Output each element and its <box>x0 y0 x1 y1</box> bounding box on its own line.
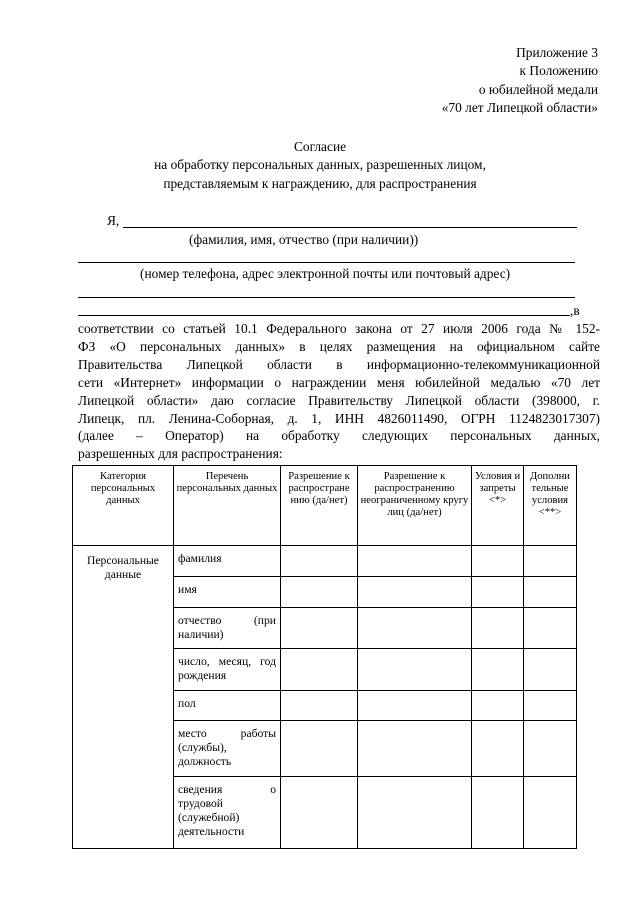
unlimited-permission-cell[interactable] <box>358 546 472 577</box>
header-permission: Разрешение к распростране нию (да/нет) <box>281 466 358 546</box>
permission-cell[interactable] <box>281 721 358 777</box>
appendix-line: о юбилейной медали <box>478 81 598 97</box>
conditions-cell[interactable] <box>472 649 524 691</box>
unlimited-permission-cell[interactable] <box>358 691 472 721</box>
item-cell: отчество (при наличии) <box>174 608 281 649</box>
item-cell: место работы (службы), должность <box>174 721 281 777</box>
item-cell: число, месяц, год рождения <box>174 649 281 691</box>
fio-continuation-line[interactable] <box>78 262 575 263</box>
i-label: Я, <box>107 213 120 228</box>
appendix-header <box>442 44 598 118</box>
category-cell: Персональные данные <box>73 546 174 849</box>
paragraph-line: Правительства Липецкой области в информационно-телекоммуникационной <box>78 356 600 372</box>
paragraph-line: ФЗ «О персональных данных» в целях размещения на официальном сайте <box>78 338 600 354</box>
paragraph-line: сети «Интернет» информации о награждении меня юбилейной медалью «70 лет <box>78 374 600 390</box>
additional-conditions-cell[interactable] <box>524 691 577 721</box>
paragraph-line: Липецкой области» даю согласие Правительству Липецкой области (398000, г. <box>78 392 600 408</box>
header-conditions: Условия и запреты <*> <box>472 466 524 546</box>
contact-fill-line[interactable] <box>78 297 575 298</box>
additional-conditions-cell[interactable] <box>524 649 577 691</box>
header-list: Перечень персональных данных <box>174 466 281 546</box>
additional-conditions-cell[interactable] <box>524 577 577 608</box>
conditions-cell[interactable] <box>472 577 524 608</box>
item-cell: пол <box>174 691 281 721</box>
table-header-row <box>73 466 577 546</box>
unlimited-permission-cell[interactable] <box>358 608 472 649</box>
permission-cell[interactable] <box>281 546 358 577</box>
header-unlimited-permission: Разрешение к распространению неограниченному кругу лиц (да/нет) <box>358 466 472 546</box>
permission-cell[interactable] <box>281 608 358 649</box>
item-cell: имя <box>174 577 281 608</box>
additional-conditions-cell[interactable] <box>524 546 577 577</box>
paragraph-line: (далее – Оператор) на обработку следующих персональных данных, <box>78 428 600 444</box>
title-line: представляемым к награждению, для распространения <box>163 175 477 191</box>
title-line: Согласие <box>293 139 347 154</box>
permission-cell[interactable] <box>281 649 358 691</box>
contact-caption: (номер телефона, адрес электронной почты или почтовый адрес) <box>140 266 511 281</box>
additional-conditions-cell[interactable] <box>524 608 577 649</box>
fio-fill-line[interactable] <box>123 227 577 228</box>
unlimited-permission-cell[interactable] <box>358 721 472 777</box>
document-title <box>0 138 640 193</box>
header-additional-conditions: Дополни тельные условия <**> <box>524 466 577 546</box>
title-line: на обработку персональных данных, разрешенных лицом, <box>154 157 486 173</box>
end-suffix: ,в <box>570 303 580 318</box>
conditions-cell[interactable] <box>472 546 524 577</box>
appendix-line: к Положению <box>519 63 598 79</box>
permission-cell[interactable] <box>281 691 358 721</box>
appendix-line: «70 лет Липецкой области» <box>441 100 598 116</box>
unlimited-permission-cell[interactable] <box>358 649 472 691</box>
permission-cell[interactable] <box>281 577 358 608</box>
personal-data-table <box>72 465 577 849</box>
paragraph-line: разрешенных для распространения: <box>78 446 283 462</box>
unlimited-permission-cell[interactable] <box>358 577 472 608</box>
item-cell: сведения о трудовой (служебной) деятельности <box>174 777 281 849</box>
item-cell: фамилия <box>174 546 281 577</box>
header-category: Категория персональных данных <box>73 466 174 546</box>
contact-fill-line-2[interactable] <box>78 315 570 316</box>
fio-caption: (фамилия, имя, отчество (при наличии)) <box>189 232 419 247</box>
paragraph-line: Липецк, пл. Ленина-Соборная, д. 1, ИНН 4826011490, ОГРН 1124823017307) <box>78 410 600 426</box>
consent-paragraph <box>78 320 600 463</box>
additional-conditions-cell[interactable] <box>524 721 577 777</box>
conditions-cell[interactable] <box>472 721 524 777</box>
appendix-line: Приложение 3 <box>516 45 598 60</box>
table-row <box>73 546 577 577</box>
additional-conditions-cell[interactable] <box>524 777 577 849</box>
conditions-cell[interactable] <box>472 608 524 649</box>
conditions-cell[interactable] <box>472 777 524 849</box>
permission-cell[interactable] <box>281 777 358 849</box>
unlimited-permission-cell[interactable] <box>358 777 472 849</box>
paragraph-line: соответствии со статьей 10.1 Федерального закона от 27 июля 2006 года № 152- <box>78 321 600 336</box>
conditions-cell[interactable] <box>472 691 524 721</box>
